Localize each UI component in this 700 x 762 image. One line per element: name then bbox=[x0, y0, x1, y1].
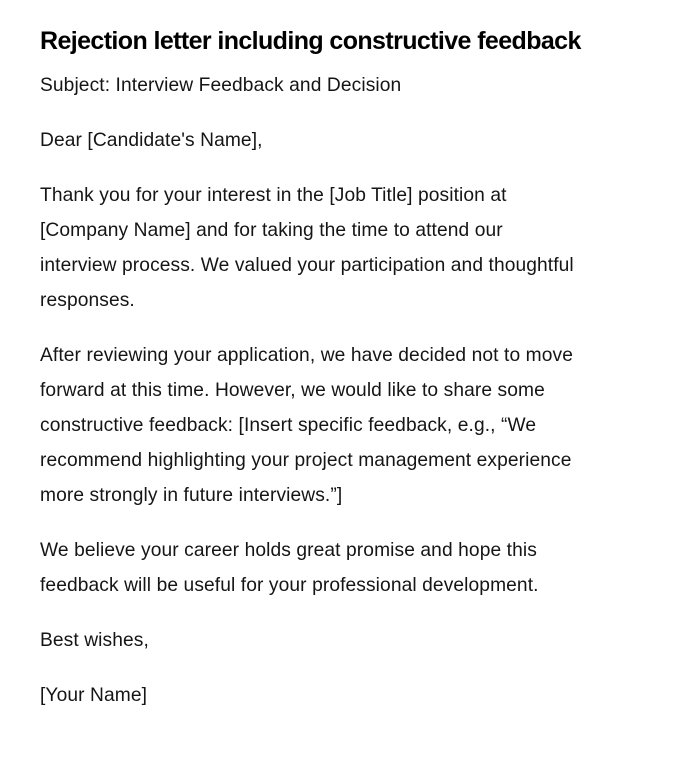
subject-line: Subject: Interview Feedback and Decision bbox=[40, 75, 402, 96]
paragraph-line: interview process. We valued your participation and thoughtful bbox=[40, 255, 574, 276]
paragraph-line: constructive feedback: [Insert specific feedback, e.g., “We bbox=[40, 415, 537, 436]
paragraph-thank-you bbox=[40, 178, 640, 318]
paragraph-line: After reviewing your application, we have decided not to move bbox=[40, 345, 573, 366]
document-title: Rejection letter including constructive feedback bbox=[40, 27, 581, 55]
paragraph-line: [Company Name] and for taking the time to attend our bbox=[40, 220, 503, 241]
paragraph-line: We believe your career holds great promise and hope this bbox=[40, 540, 537, 561]
paragraph-line: recommend highlighting your project management experience bbox=[40, 450, 572, 471]
paragraph-line: responses. bbox=[40, 290, 135, 311]
paragraph-line: forward at this time. However, we would like to share some bbox=[40, 380, 545, 401]
paragraph-line: Thank you for your interest in the [Job Title] position at bbox=[40, 185, 507, 206]
paragraph-feedback bbox=[40, 338, 640, 513]
paragraph-line: more strongly in future interviews.”] bbox=[40, 485, 343, 506]
greeting: Dear [Candidate's Name], bbox=[40, 130, 263, 151]
closing: Best wishes, bbox=[40, 630, 149, 651]
signature: [Your Name] bbox=[40, 685, 148, 706]
paragraph-encouragement bbox=[40, 533, 640, 603]
paragraph-line: feedback will be useful for your professional development. bbox=[40, 575, 539, 596]
